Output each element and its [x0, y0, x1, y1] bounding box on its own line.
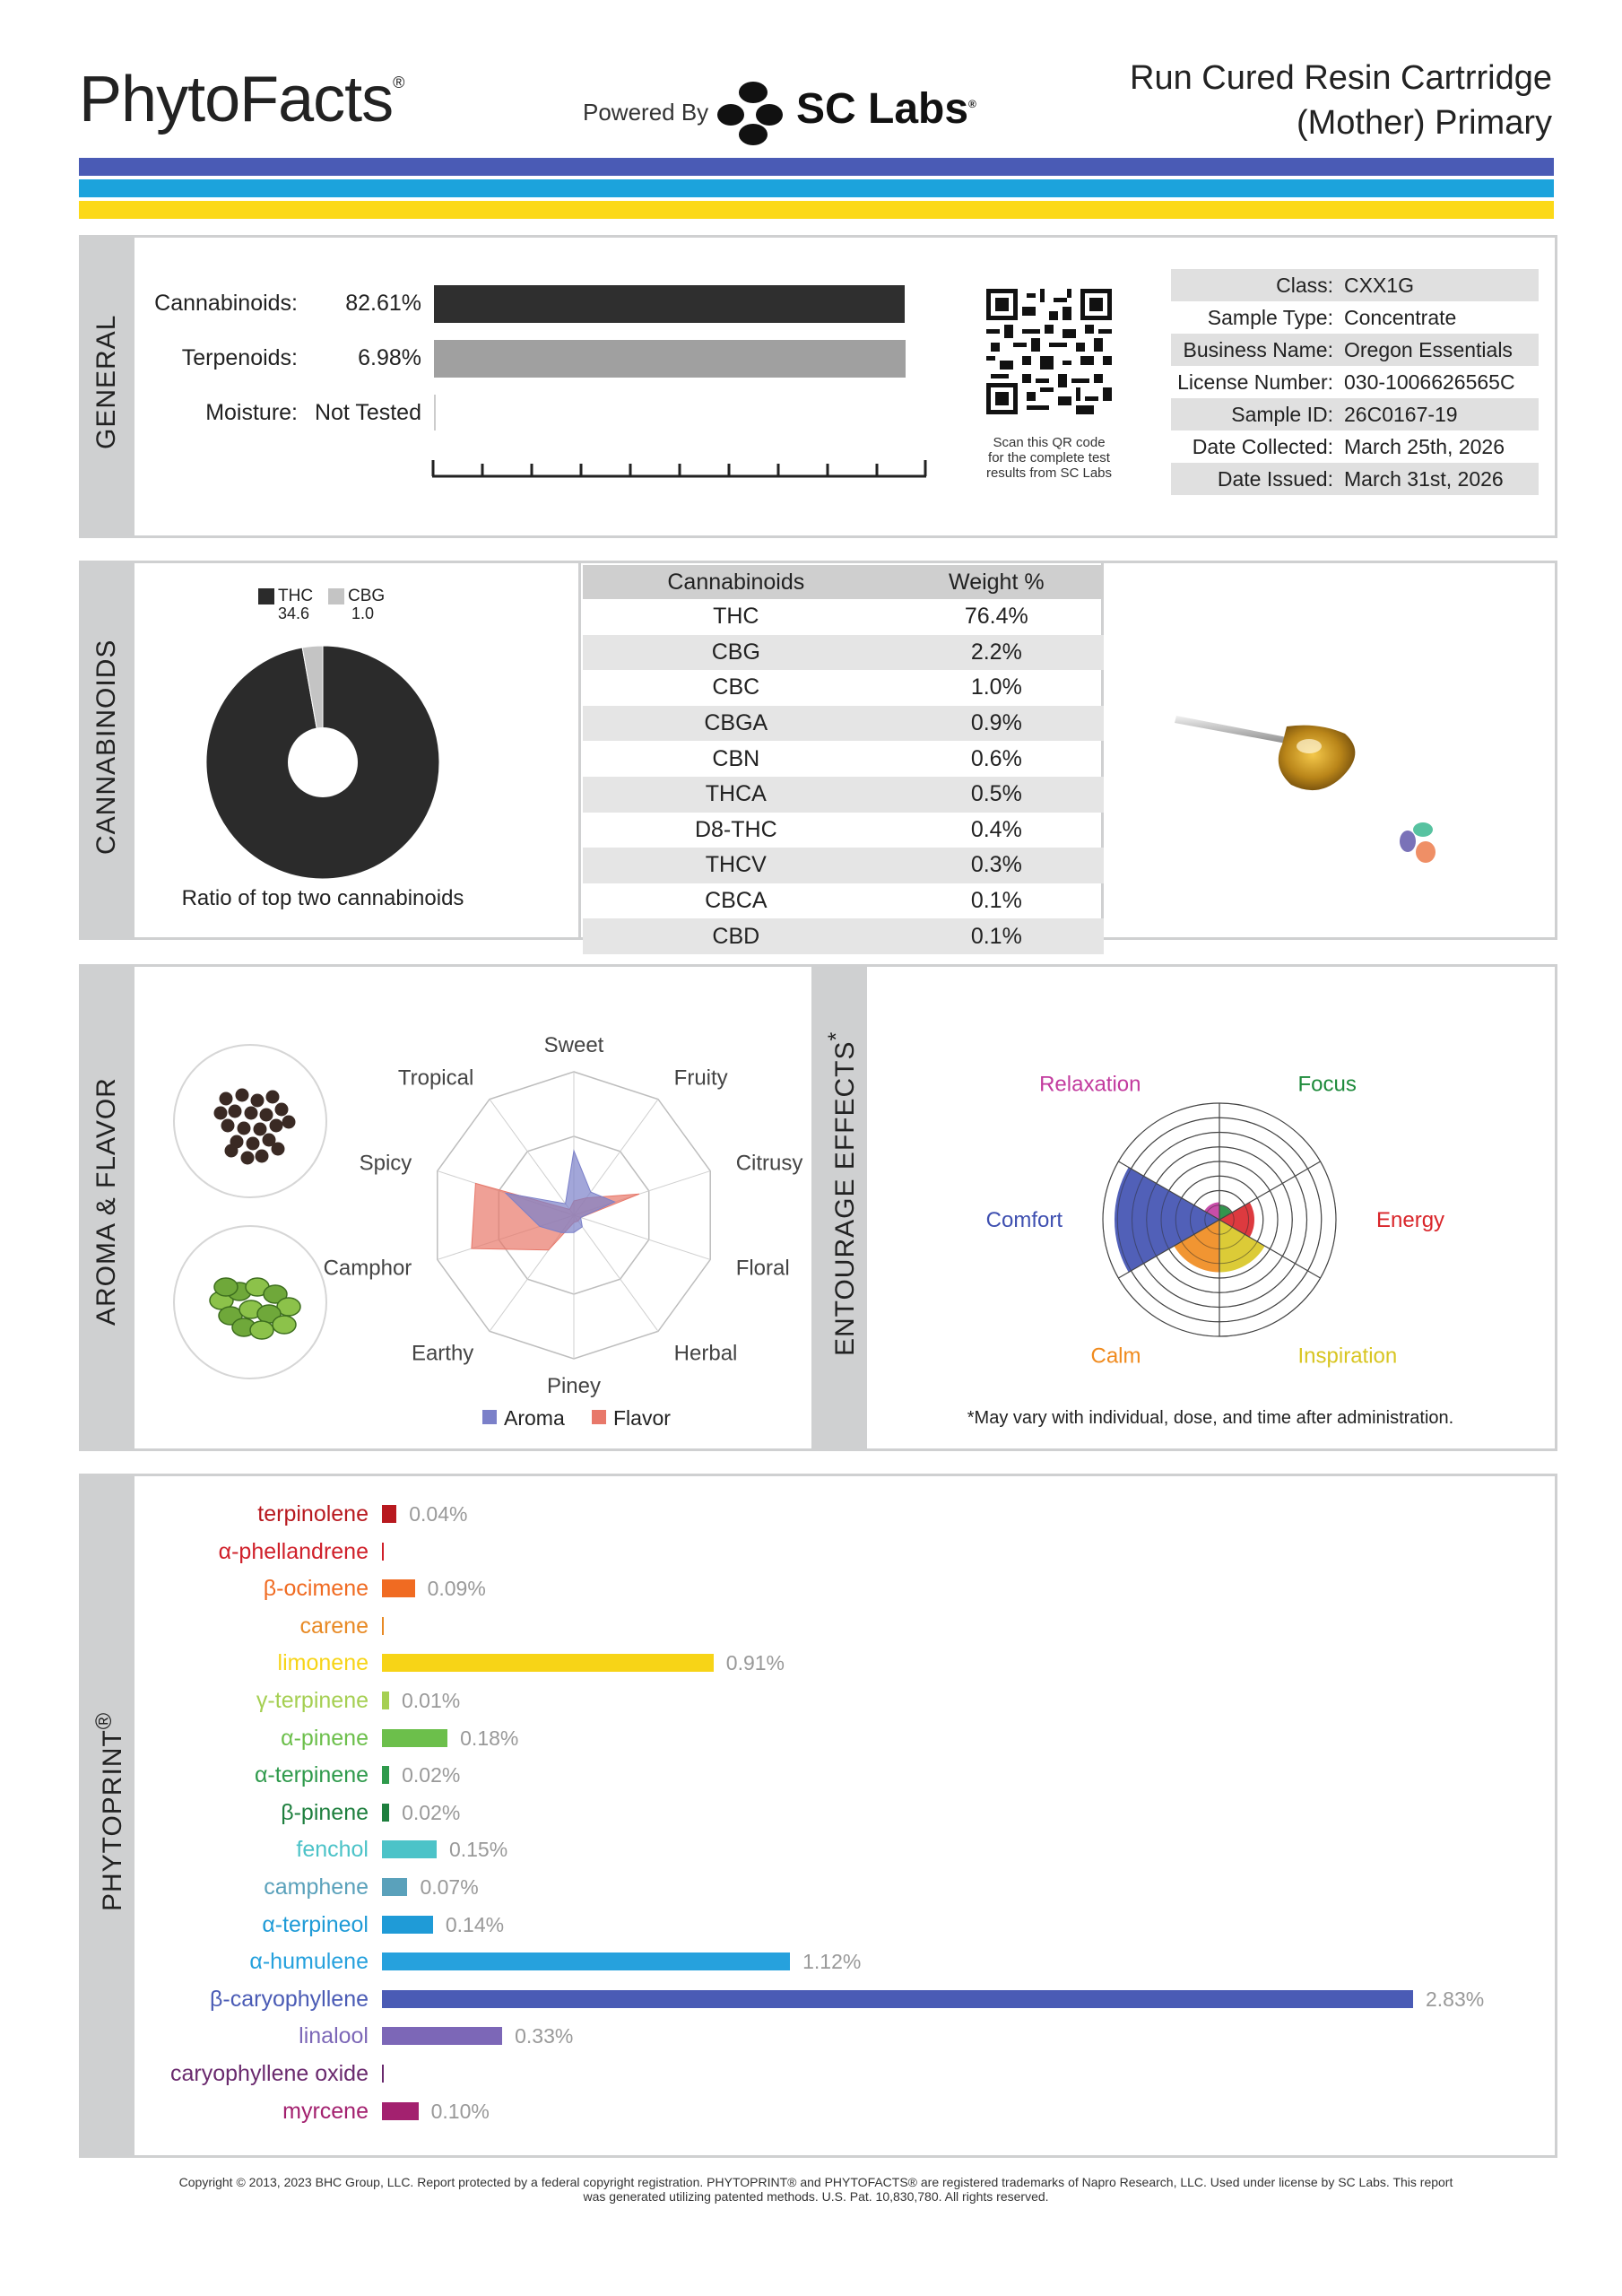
qr-caption-line-1: Scan this QR code [993, 435, 1106, 450]
table-row [583, 813, 1104, 848]
info-value: 030-1006626565C [1344, 370, 1515, 394]
entourage-effects-chart [968, 1031, 1445, 1390]
legend-ratio-cbg: 1.0 [351, 604, 375, 622]
peppercorn [221, 1119, 235, 1133]
legend-label-thc: THC [278, 587, 314, 605]
terpene-value: 0.02% [402, 1763, 461, 1787]
radar-axis-label-sweet: Sweet [543, 1033, 604, 1057]
terpene-name: β-caryophyllene [210, 1986, 369, 2012]
concentrate-product-image [1166, 682, 1488, 879]
terpene-bar [382, 1617, 384, 1635]
stripe-blue [79, 158, 1554, 176]
peppercorn [238, 1122, 251, 1135]
peppercorn [272, 1143, 285, 1156]
effect-label-focus: Focus [1297, 1072, 1357, 1097]
info-row [1171, 430, 1539, 463]
hops-image [172, 1224, 328, 1380]
terpene-bar [382, 1692, 389, 1709]
effect-label-comfort: Comfort [985, 1208, 1063, 1232]
peppercorn [245, 1107, 258, 1120]
terpene-bar [382, 1505, 396, 1523]
terpene-value: 0.91% [725, 1651, 785, 1675]
peppercorn [225, 1144, 239, 1158]
terpene-bar [382, 1952, 790, 1970]
cannabinoid-name: THCA [583, 777, 889, 813]
general-sidebar [79, 238, 134, 535]
terpene-bar [382, 2102, 419, 2120]
radar-axis-label-floral: Floral [735, 1256, 790, 1281]
cannabinoid-name: THC [713, 604, 759, 630]
info-key: Date Issued: [1171, 463, 1339, 495]
terpenoids-label: Terpenoids: [181, 345, 298, 370]
peppercorn [260, 1109, 273, 1122]
peppercorn [247, 1137, 260, 1151]
terpene-value: 0.14% [445, 1912, 505, 1936]
table-row [583, 741, 1104, 777]
entourage-effects-text: ENTOURAGE EFFECTS [830, 1040, 860, 1356]
info-key: Class: [1171, 269, 1339, 301]
moisture-value: Not Tested [314, 400, 421, 425]
terpene-name: γ-terpinene [256, 1688, 369, 1713]
aroma-sidebar [79, 967, 134, 1448]
phytofacts-logo [79, 63, 403, 136]
terpene-name: limonene [277, 1650, 369, 1676]
info-value: Oregon Essentials [1339, 334, 1539, 366]
terpene-value: 0.02% [402, 1800, 461, 1824]
table-row [583, 599, 1104, 635]
terpene-bar [382, 1990, 1413, 2008]
qr-caption [968, 435, 1130, 481]
general-label: GENERAL [91, 314, 121, 449]
peppercorn [275, 1103, 289, 1117]
entourage-effects-label [824, 1031, 861, 1356]
qr-code[interactable] [986, 289, 1112, 414]
terpene-value: 1.12% [802, 1950, 862, 1974]
peppercorn [270, 1119, 283, 1133]
footer-line-1: Copyright © 2013, 2023 BHC Group, LLC. Report protected by a federal copyright registration. PHYTOPRINT® and PHYTOFACTS® are registered trademarks of Napro Research, LLC. Used under license by SC Labs. This report [178, 2175, 1453, 2189]
terpene-bar [382, 1916, 433, 1934]
cannabinoid-name: CBN [712, 745, 760, 771]
info-key: Sample ID: [1171, 398, 1339, 430]
terpene-value: 0.33% [515, 2024, 574, 2048]
info-key: Sample Type: [1207, 305, 1333, 329]
info-row [1171, 269, 1539, 301]
info-key: Date Collected: [1192, 434, 1333, 458]
peppercorn [256, 1150, 269, 1163]
sample-info-table [1171, 269, 1539, 495]
terpene-value: 0.09% [427, 1577, 486, 1601]
terpene-bar [382, 1878, 407, 1896]
cannabinoid-name: CBD [583, 918, 889, 954]
info-value: CXX1G [1339, 269, 1539, 301]
cannabinoid-name: CBGA [583, 706, 889, 742]
peppercorn [241, 1152, 255, 1165]
table-row [583, 918, 1104, 954]
radar-axis-label-camphor: Camphor [323, 1256, 412, 1281]
lab-mark: ® [968, 98, 976, 110]
cannabinoids-value: 82.61% [345, 291, 421, 316]
powered-by-label: Powered By [583, 99, 709, 126]
info-value: March 25th, 2026 [1344, 434, 1505, 458]
terpene-bar [382, 1804, 389, 1822]
terpene-bar [382, 2065, 384, 2083]
info-key: License Number: [1177, 370, 1333, 394]
phytoprint-mark: ® [91, 1711, 117, 1730]
qr-code-icon [986, 289, 1112, 414]
table-row [583, 848, 1104, 883]
effect-label-calm: Calm [1090, 1344, 1141, 1369]
info-value: Concentrate [1344, 305, 1457, 329]
legend-label-aroma: Aroma [504, 1406, 565, 1430]
terpene-name: camphene [264, 1874, 369, 1900]
radar-axis-label-spicy: Spicy [359, 1151, 412, 1176]
terpene-name: α-pinene [281, 1725, 369, 1751]
terpene-name: α-terpinene [254, 1762, 369, 1788]
peppercorn [229, 1105, 242, 1118]
cannabinoid-weight: 0.3% [889, 848, 1104, 883]
terpene-name: α-humulene [249, 1949, 369, 1975]
peppercorn [236, 1089, 249, 1102]
cannabinoid-weight: 0.1% [889, 918, 1104, 954]
copyright-footer [85, 2175, 1547, 2204]
terpenoids-value: 6.98% [358, 345, 421, 370]
terpene-name: caryophyllene oxide [170, 2061, 369, 2086]
terpene-name: carene [299, 1613, 369, 1639]
title-line-1: Run Cured Resin Cartrridge [1130, 59, 1552, 97]
terpene-bar [382, 2027, 502, 2045]
column-header-cannabinoids: Cannabinoids [583, 565, 889, 599]
info-row [1171, 301, 1539, 334]
stripe-yellow [79, 201, 1554, 219]
cannabinoid-name: THCV [583, 848, 889, 883]
product-title [1130, 56, 1552, 145]
sc-labs-name [796, 84, 976, 134]
peppercorn [214, 1107, 228, 1120]
legend-swatch-aroma [482, 1410, 497, 1424]
terpene-name: terpinolene [257, 1501, 369, 1526]
effect-label-relaxation: Relaxation [1039, 1072, 1141, 1097]
phytoprint-text: PHYTOPRINT [98, 1729, 127, 1911]
terpene-bar [382, 1729, 447, 1747]
sc-labs-logo-icon [717, 81, 785, 145]
terpene-value: 0.18% [460, 1726, 519, 1750]
hop-cone [214, 1278, 238, 1296]
radar-axis-label-fruity: Fruity [673, 1065, 728, 1091]
radar-axis [574, 1215, 658, 1331]
cannabinoids-table [583, 565, 1104, 954]
terpene-value: 2.83% [1426, 1987, 1485, 2011]
legend-label-flavor: Flavor [613, 1406, 671, 1430]
cannabinoids-label: Cannabinoids: [154, 291, 298, 316]
cannabinoid-weight: 76.4% [964, 604, 1028, 630]
phytoprint-sidebar [79, 1476, 134, 2155]
cannabinoids-bar [434, 285, 905, 323]
peppercorn [251, 1094, 265, 1108]
table-row [583, 670, 1104, 706]
cannabinoid-weight: 2.2% [889, 635, 1104, 671]
terpene-value: 0.07% [420, 1875, 479, 1899]
radar-axis-label-citrusy: Citrusy [735, 1151, 803, 1176]
terpene-value: 0.01% [402, 1689, 461, 1712]
terpenoids-bar [434, 340, 906, 378]
stripe-cyan [79, 179, 1554, 197]
moisture-label: Moisture: [205, 400, 298, 425]
column-header-weight: Weight % [889, 565, 1104, 599]
peppercorn [266, 1091, 280, 1104]
moisture-bar-empty [434, 395, 436, 430]
divider [578, 563, 581, 937]
terpene-bar [382, 1579, 415, 1597]
peppercorn [254, 1123, 267, 1136]
terpene-name: β-ocimene [263, 1576, 369, 1602]
hop-cone [273, 1316, 296, 1334]
donut-hole [288, 727, 358, 797]
legend-ratio-thc: 34.6 [278, 604, 310, 622]
terpene-name: fenchol [296, 1837, 369, 1863]
brand-name: PhytoFacts [79, 64, 394, 135]
radar-axis-label-herbal: Herbal [673, 1341, 738, 1366]
terpene-bar [382, 1543, 384, 1561]
info-key: Business Name: [1171, 334, 1339, 366]
table-header [583, 565, 1104, 599]
terpene-bar [382, 1766, 389, 1784]
terpene-name: α-phellandrene [218, 1538, 369, 1564]
qr-caption-line-2: for the complete test [988, 450, 1110, 465]
cannabinoid-weight: 0.4% [970, 816, 1022, 842]
terpene-name: myrcene [282, 2098, 369, 2124]
aroma-flavor-label: AROMA & FLAVOR [91, 1077, 121, 1326]
terpene-value: 0.15% [448, 1838, 508, 1862]
lab-name-text: SC Labs [796, 85, 969, 133]
phytoprint-label [91, 1712, 128, 1911]
cannabinoid-weight: 1.0% [970, 674, 1022, 700]
legend-swatch-thc [258, 588, 274, 604]
table-row [583, 883, 1104, 919]
radar-axis-label-tropical: Tropical [397, 1065, 474, 1091]
title-line-2: (Mother) Primary [1296, 104, 1552, 142]
cannabinoid-name: CBC [712, 674, 760, 700]
table-row [583, 635, 1104, 671]
bar-scale-ruler [430, 453, 928, 480]
terpene-bar [382, 1840, 437, 1858]
cannabinoid-weight: 0.9% [889, 706, 1104, 742]
qr-caption-line-3: results from SC Labs [985, 465, 1113, 481]
terpene-name: linalool [299, 2023, 369, 2049]
aroma-flavor-radar-chart [323, 1004, 825, 1417]
terpene-name: β-pinene [281, 1799, 369, 1825]
effects-footnote: *May vary with individual, dose, and time after administration. [967, 1408, 1454, 1428]
cannabinoid-name: CBG [583, 635, 889, 671]
black-pepper-image [172, 1043, 328, 1199]
ratio-caption: Ratio of top two cannabinoids [181, 886, 464, 910]
peppercorn [282, 1116, 296, 1129]
legend-swatch-cbg [328, 588, 344, 604]
cannabinoids-label: CANNABINOIDS [91, 639, 121, 855]
legend-label-cbg: CBG [348, 587, 386, 605]
terpene-value: 0.04% [409, 1502, 468, 1526]
peppercorn [220, 1092, 233, 1106]
info-value: 26C0167-19 [1339, 398, 1539, 430]
table-row [583, 706, 1104, 742]
cannabinoid-weight: 0.1% [970, 888, 1022, 914]
brand-mark: ® [393, 74, 404, 91]
polar-spoke [1219, 1161, 1321, 1220]
entourage-effects-mark: * [824, 1031, 849, 1041]
radar-axis [574, 1215, 710, 1259]
cannabinoid-name: D8-THC [694, 816, 777, 842]
legend-swatch-flavor [592, 1410, 606, 1424]
info-row [1171, 398, 1539, 430]
radar-axis-label-earthy: Earthy [411, 1341, 474, 1366]
cannabinoid-weight: 0.6% [970, 745, 1022, 771]
ratio-donut-chart [202, 641, 444, 883]
cannabinoid-weight: 0.5% [889, 777, 1104, 813]
cannabinoid-name: CBCA [705, 888, 768, 914]
cannabinoids-sidebar [79, 563, 134, 937]
info-value: March 31st, 2026 [1339, 463, 1539, 495]
terpene-value: 0.10% [430, 2099, 490, 2123]
info-row [1171, 463, 1539, 495]
footer-line-2: was generated utilizing patented methods. U.S. Pat. 10,830,780. All rights reserved. [583, 2189, 1049, 2204]
terpene-bar [382, 1654, 714, 1672]
terpene-name: α-terpineol [262, 1911, 369, 1937]
hop-cone [250, 1321, 273, 1339]
effect-label-inspiration: Inspiration [1297, 1344, 1398, 1369]
radar-axis-label-piney: Piney [546, 1374, 602, 1398]
effect-label-energy: Energy [1376, 1208, 1445, 1232]
info-row [1171, 334, 1539, 366]
info-row [1171, 366, 1539, 398]
table-row [583, 777, 1104, 813]
